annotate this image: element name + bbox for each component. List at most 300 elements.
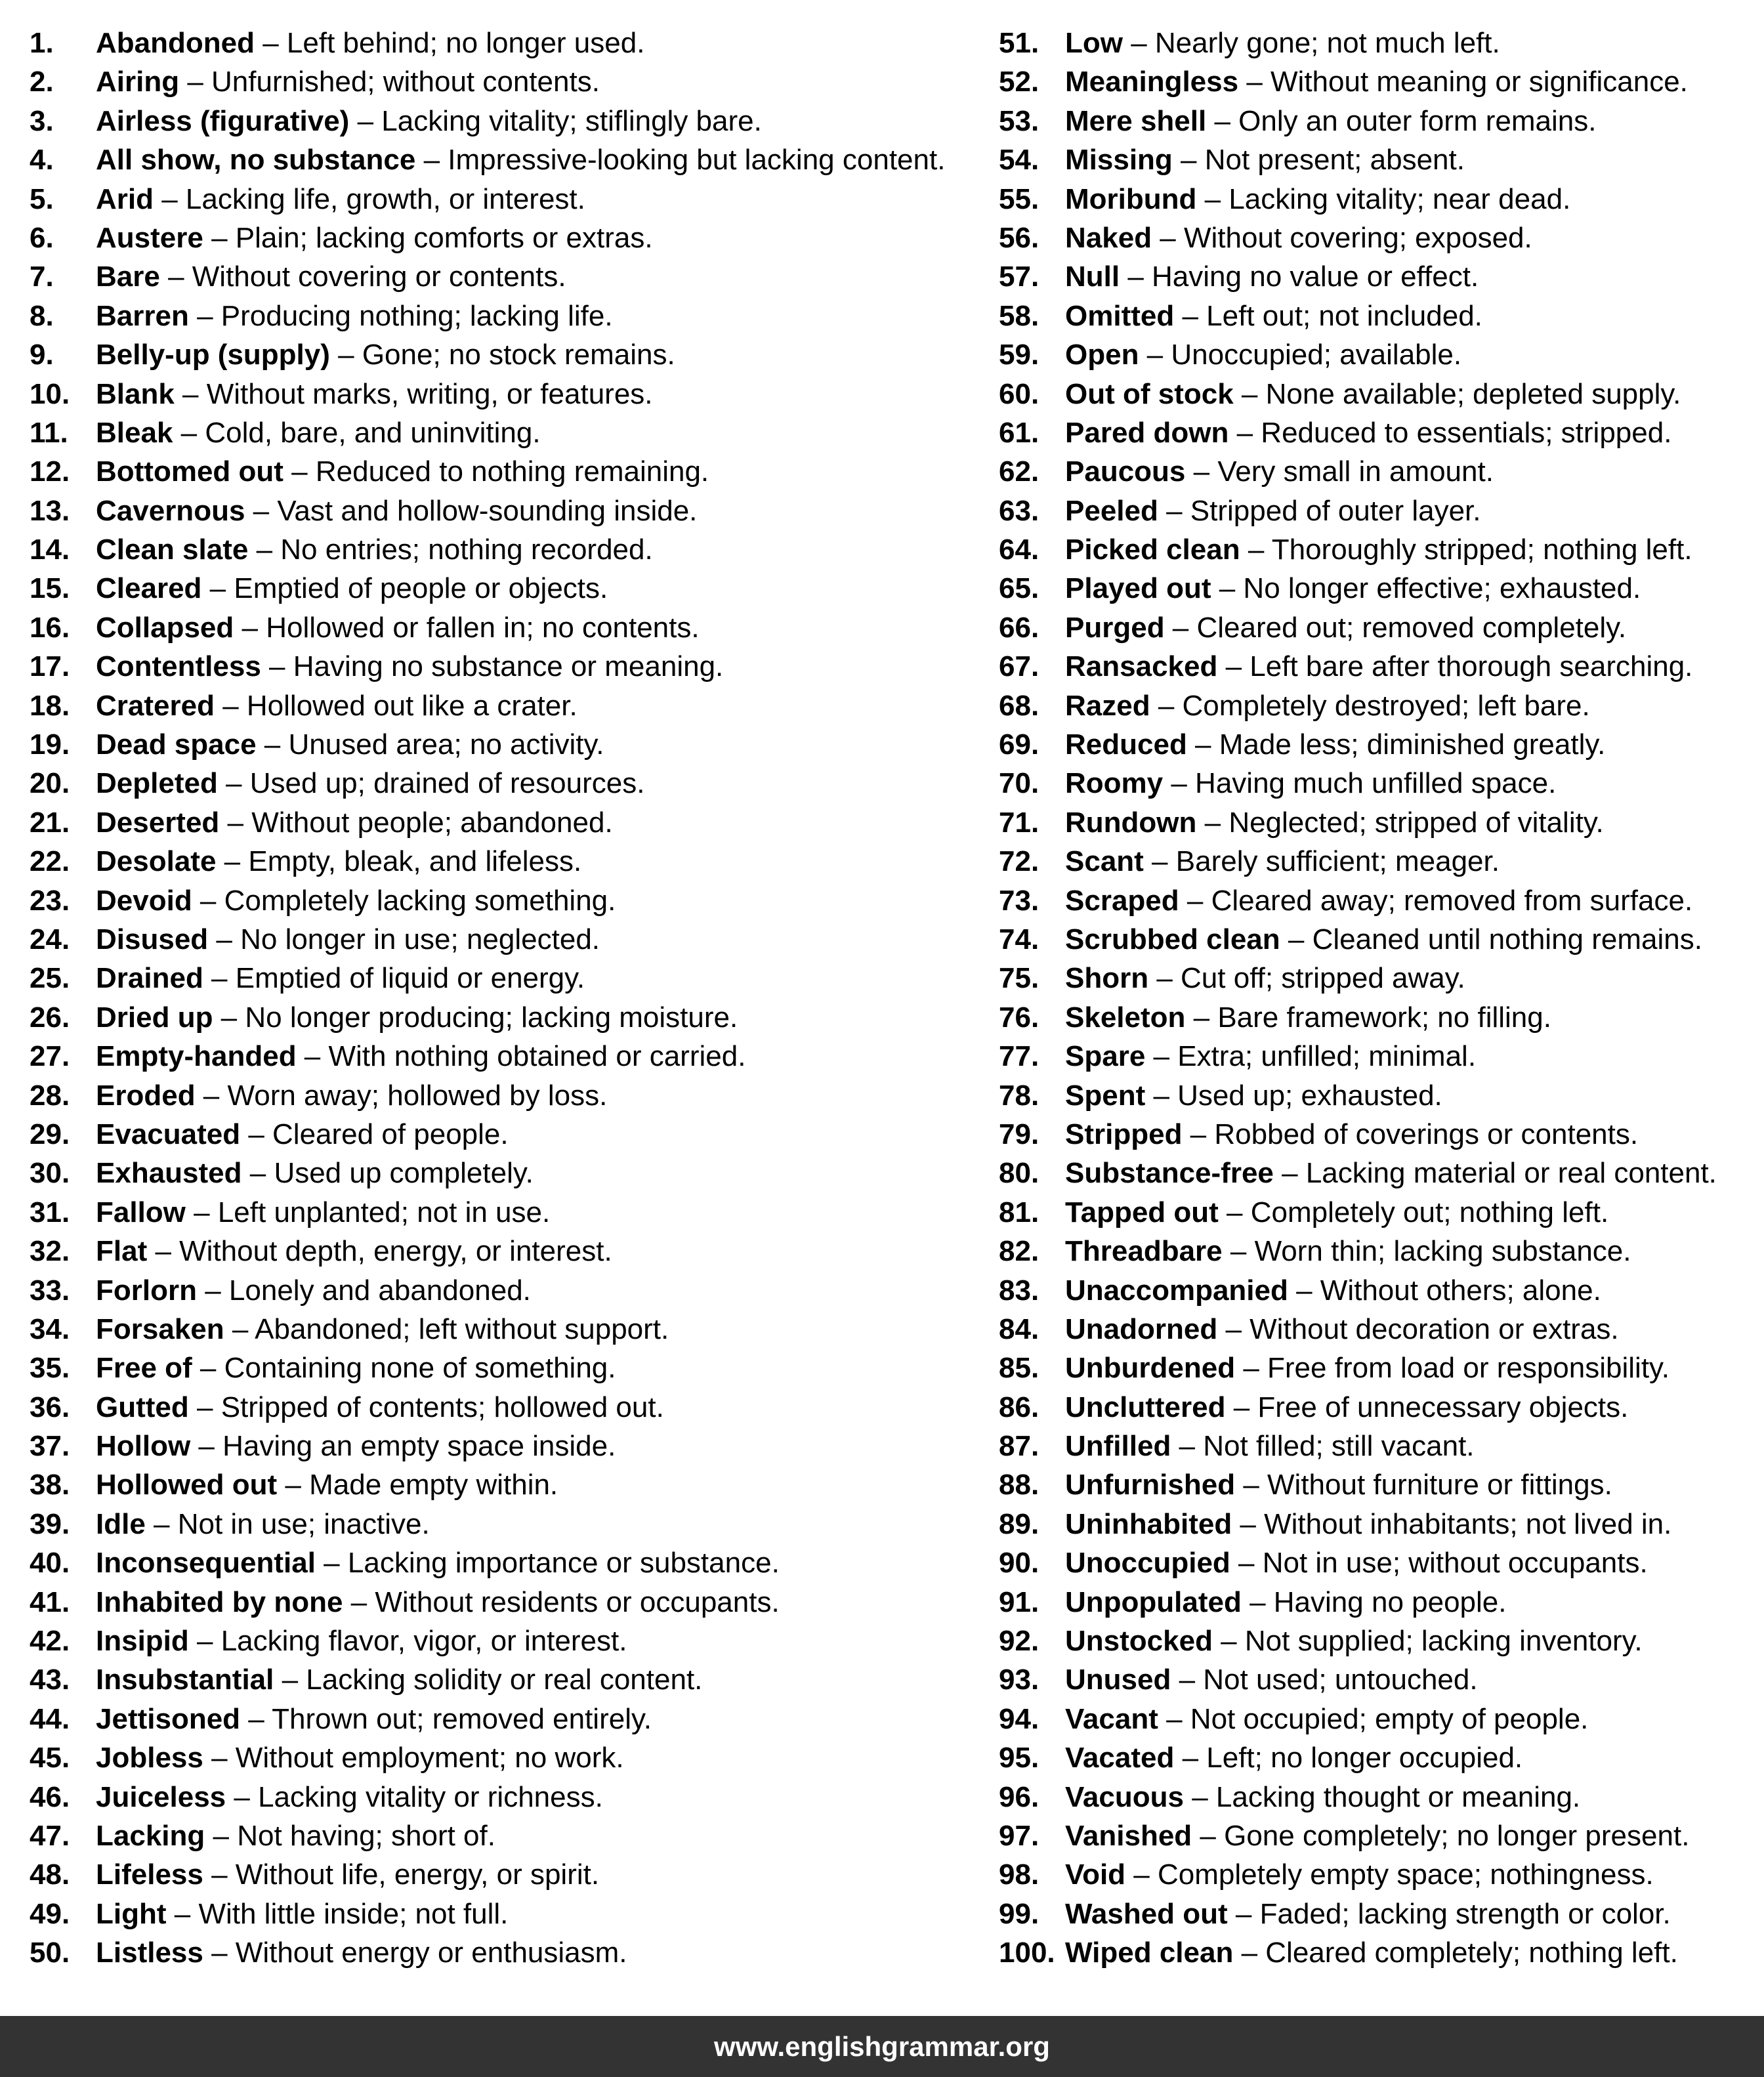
list-item (999, 803, 1754, 842)
item-number: 91. (999, 1585, 1040, 1618)
item-text (1065, 881, 1692, 920)
item-separator: – (179, 66, 212, 98)
item-term: Jobless (96, 1742, 203, 1774)
item-number: 55. (999, 182, 1040, 215)
item-definition: Used up; drained of resources. (249, 767, 645, 800)
item-separator: – (256, 728, 289, 761)
item-definition: Without employment; no work. (235, 1742, 624, 1774)
list-item (30, 1895, 984, 1933)
item-text (96, 647, 723, 686)
item-separator: – (1158, 1702, 1190, 1735)
item-number: 3. (30, 104, 54, 137)
item-term: Inhabited by none (96, 1585, 343, 1618)
item-text (1065, 413, 1671, 452)
item-definition: Gone; no stock remains. (362, 339, 675, 371)
item-number: 40. (30, 1547, 70, 1580)
list-item (999, 1193, 1754, 1232)
item-definition: Impressive-looking but lacking content. (448, 144, 946, 177)
list-item (30, 452, 984, 491)
item-separator: – (208, 923, 241, 955)
item-text (1065, 920, 1702, 959)
item-number: 1. (30, 27, 54, 59)
item-separator: – (196, 1274, 229, 1307)
item-separator: – (349, 104, 382, 137)
item-separator: – (174, 377, 207, 410)
item-separator: – (1143, 845, 1176, 878)
item-term: Lifeless (96, 1858, 203, 1891)
list-item (30, 1037, 984, 1076)
item-text (1065, 1115, 1638, 1154)
item-text (1065, 1738, 1522, 1777)
item-definition: None available; depleted supply. (1265, 377, 1681, 410)
item-number: 99. (999, 1897, 1040, 1930)
item-number: 76. (999, 1001, 1040, 1034)
list-item (999, 1738, 1754, 1777)
item-term: Picked clean (1065, 534, 1240, 566)
list-item (30, 959, 984, 997)
list-item (30, 219, 984, 257)
item-number: 15. (30, 572, 70, 605)
item-term: Unburdened (1065, 1352, 1236, 1385)
item-separator: – (242, 1157, 274, 1190)
item-term: Jettisoned (96, 1702, 241, 1735)
item-term: Cavernous (96, 494, 245, 527)
item-definition: Producing nothing; lacking life. (220, 299, 613, 332)
item-separator: – (1185, 1001, 1218, 1034)
list-item (30, 725, 984, 764)
list-item (999, 140, 1754, 179)
item-text (96, 1115, 509, 1154)
item-separator: – (1185, 455, 1218, 488)
item-text (1065, 1622, 1643, 1660)
item-text (96, 1505, 430, 1543)
item-text (1065, 1855, 1654, 1894)
item-separator: – (1171, 1664, 1204, 1696)
list-item (30, 686, 984, 725)
item-number: 93. (999, 1664, 1040, 1696)
list-item (999, 530, 1754, 569)
item-text (96, 492, 697, 530)
item-number: 46. (30, 1780, 70, 1813)
item-separator: – (1273, 1157, 1306, 1190)
item-text (1065, 686, 1590, 725)
item-definition: Robbed of coverings or contents. (1214, 1118, 1639, 1150)
item-term: Unstocked (1065, 1625, 1213, 1658)
item-term: Uninhabited (1065, 1507, 1232, 1540)
item-definition: Lacking vitality; stiflingly bare. (381, 104, 762, 137)
item-separator: – (1192, 1819, 1225, 1852)
item-separator: – (1230, 1547, 1263, 1580)
item-definition: Stripped of outer layer. (1190, 494, 1481, 527)
item-separator: – (1122, 27, 1155, 59)
list-item (30, 1154, 984, 1192)
list-item (999, 62, 1754, 101)
list-item (999, 1349, 1754, 1387)
item-number: 13. (30, 494, 70, 527)
item-separator: – (1238, 66, 1271, 98)
list-item (30, 1505, 984, 1543)
item-definition: Completely out; nothing left. (1250, 1196, 1609, 1228)
item-definition: Stripped of contents; hollowed out. (220, 1391, 664, 1423)
list-item (30, 492, 984, 530)
item-definition: Cut off; stripped away. (1181, 962, 1465, 995)
item-separator: – (214, 689, 247, 722)
item-number: 80. (999, 1157, 1040, 1190)
list-item (999, 24, 1754, 62)
item-text (1065, 257, 1479, 296)
item-term: Low (1065, 27, 1123, 59)
item-text (1065, 1465, 1612, 1504)
item-separator: – (1288, 1274, 1320, 1307)
item-number: 37. (30, 1430, 70, 1463)
item-number: 53. (999, 104, 1040, 137)
item-definition: Left behind; no longer used. (286, 27, 645, 59)
item-term: Flat (96, 1235, 148, 1268)
list-item (30, 297, 984, 335)
item-term: Pared down (1065, 416, 1229, 449)
item-definition: Used up; exhausted. (1177, 1079, 1442, 1112)
item-number: 68. (999, 689, 1040, 722)
item-term: Open (1065, 339, 1139, 371)
item-number: 79. (999, 1118, 1040, 1150)
list-item (30, 1349, 984, 1387)
item-definition: Having much unfilled space. (1195, 767, 1557, 800)
item-number: 57. (999, 261, 1040, 293)
item-number: 65. (999, 572, 1040, 605)
item-term: Barren (96, 299, 189, 332)
list-item (30, 920, 984, 959)
list-item (999, 1700, 1754, 1738)
item-term: Abandoned (96, 27, 255, 59)
list-item (999, 1232, 1754, 1270)
item-separator: – (240, 1118, 273, 1150)
list-item (999, 764, 1754, 803)
item-separator: – (192, 884, 224, 917)
item-term: Gutted (96, 1391, 189, 1423)
item-number: 5. (30, 182, 54, 215)
item-separator: – (226, 1780, 259, 1813)
item-term: Light (96, 1897, 167, 1930)
item-number: 96. (999, 1780, 1040, 1813)
item-number: 27. (30, 1040, 70, 1073)
item-definition: Unused area; no activity. (288, 728, 604, 761)
item-definition: Emptied of people or objects. (234, 572, 608, 605)
item-text (96, 24, 644, 62)
item-text (96, 257, 566, 296)
item-term: Unused (1065, 1664, 1171, 1696)
item-separator: – (261, 650, 293, 683)
item-number: 45. (30, 1742, 70, 1774)
item-definition: Free from load or responsibility. (1267, 1352, 1670, 1385)
item-separator: – (219, 806, 252, 839)
item-separator: – (1158, 494, 1190, 527)
list-item (30, 1193, 984, 1232)
item-separator: – (254, 27, 287, 59)
item-text (1065, 1232, 1631, 1270)
item-separator: – (205, 1819, 238, 1852)
item-separator: – (203, 962, 236, 995)
item-separator: – (296, 1040, 329, 1073)
item-definition: Lonely and abandoned. (228, 1274, 531, 1307)
item-term: Unoccupied (1065, 1547, 1230, 1580)
item-definition: Having no people. (1273, 1585, 1507, 1618)
item-separator: – (1163, 767, 1196, 800)
list-item (999, 492, 1754, 530)
footer-bar (0, 2016, 1764, 2077)
item-number: 77. (999, 1040, 1040, 1073)
item-separator: – (190, 1430, 223, 1463)
item-definition: Empty, bleak, and lifeless. (248, 845, 582, 878)
item-definition: Barely sufficient; meager. (1175, 845, 1500, 878)
item-separator: – (1233, 377, 1266, 410)
footer-url: www.englishgrammar.org (714, 2030, 1050, 2062)
item-text (1065, 1310, 1619, 1349)
item-number: 32. (30, 1235, 70, 1268)
item-text (96, 842, 581, 881)
list-item (30, 1738, 984, 1777)
item-definition: No longer producing; lacking moisture. (245, 1001, 738, 1034)
list-item (999, 375, 1754, 413)
item-separator: – (1227, 1897, 1260, 1930)
item-number: 85. (999, 1352, 1040, 1385)
item-definition: Without energy or enthusiasm. (235, 1937, 627, 1969)
item-definition: Without decoration or extras. (1250, 1312, 1619, 1345)
list-item (30, 375, 984, 413)
item-separator: – (1145, 1079, 1178, 1112)
item-text (1065, 803, 1604, 842)
item-number: 17. (30, 650, 70, 683)
list-item (999, 452, 1754, 491)
list-item (999, 998, 1754, 1037)
list-item (999, 297, 1754, 335)
item-text (1065, 140, 1465, 179)
item-text (96, 335, 675, 374)
item-definition: Containing none of something. (224, 1352, 616, 1385)
list-item (30, 1933, 984, 1972)
item-term: Peeled (1065, 494, 1158, 527)
item-number: 87. (999, 1430, 1040, 1463)
item-number: 86. (999, 1391, 1040, 1423)
item-definition: Left out; not included. (1206, 299, 1482, 332)
item-definition: Not present; absent. (1204, 144, 1465, 177)
item-number: 98. (999, 1858, 1040, 1891)
item-separator: – (1174, 1742, 1207, 1774)
item-separator: – (1150, 689, 1183, 722)
item-definition: Cleared completely; nothing left. (1265, 1937, 1678, 1969)
item-text (1065, 1505, 1671, 1543)
item-definition: Not in use; inactive. (177, 1507, 430, 1540)
item-text (96, 920, 600, 959)
item-separator: – (216, 845, 249, 878)
item-separator: – (1125, 1858, 1158, 1891)
item-term: Contentless (96, 650, 261, 683)
item-term: Deserted (96, 806, 220, 839)
item-number: 74. (999, 923, 1040, 955)
item-number: 42. (30, 1625, 70, 1658)
item-definition: Bare framework; no filling. (1217, 1001, 1551, 1034)
item-separator: – (1120, 261, 1152, 293)
item-number: 39. (30, 1507, 70, 1540)
item-separator: – (1212, 1625, 1245, 1658)
item-separator: – (1217, 650, 1250, 683)
item-separator: – (1196, 806, 1229, 839)
list-column-left (30, 24, 984, 1973)
item-term: Naked (1065, 221, 1152, 254)
item-text (1065, 725, 1605, 764)
item-term: Empty-handed (96, 1040, 297, 1073)
item-text (96, 1543, 780, 1582)
item-separator: – (213, 1001, 245, 1034)
item-term: Scant (1065, 845, 1144, 878)
item-separator: – (1172, 144, 1205, 177)
item-number: 59. (999, 339, 1040, 371)
item-text (96, 1855, 599, 1894)
item-number: 47. (30, 1819, 70, 1852)
item-term: Devoid (96, 884, 192, 917)
list-item (999, 1427, 1754, 1465)
item-separator: – (240, 1702, 272, 1735)
item-number: 72. (999, 845, 1040, 878)
item-separator: – (245, 494, 278, 527)
item-text (96, 803, 613, 842)
list-column-right (999, 24, 1754, 1973)
item-separator: – (185, 1196, 218, 1228)
item-text (96, 102, 762, 140)
item-definition: Without marks, writing, or features. (206, 377, 653, 410)
item-term: Unfurnished (1065, 1469, 1236, 1501)
list-item (999, 1933, 1754, 1972)
list-item (30, 1778, 984, 1816)
item-definition: Without furniture or fittings. (1267, 1469, 1612, 1501)
item-text (1065, 842, 1500, 881)
item-number: 19. (30, 728, 70, 761)
item-separator: – (166, 1897, 199, 1930)
item-term: Ransacked (1065, 650, 1218, 683)
list-item (30, 1388, 984, 1427)
item-definition: Cleaned until nothing remains. (1312, 923, 1702, 955)
list-item (30, 1622, 984, 1660)
list-item (30, 608, 984, 647)
list-item (30, 803, 984, 842)
item-term: Idle (96, 1507, 146, 1540)
item-term: Airless (figurative) (96, 104, 350, 137)
item-number: 7. (30, 261, 54, 293)
item-separator: – (1233, 1937, 1266, 1969)
item-text (96, 1895, 508, 1933)
item-term: Bleak (96, 416, 173, 449)
item-text (96, 1037, 746, 1076)
list-item (999, 608, 1754, 647)
item-number: 100. (999, 1937, 1055, 1969)
item-definition: Lacking thought or meaning. (1215, 1780, 1581, 1813)
item-number: 8. (30, 299, 54, 332)
list-item (30, 1115, 984, 1154)
item-definition: Without others; alone. (1320, 1274, 1601, 1307)
item-separator: – (1145, 1040, 1178, 1073)
item-term: Airing (96, 66, 180, 98)
item-definition: Completely empty space; nothingness. (1157, 1858, 1654, 1891)
item-separator: – (1139, 339, 1171, 371)
item-term: Hollowed out (96, 1469, 278, 1501)
list-item (30, 842, 984, 881)
list-item (30, 1816, 984, 1855)
item-number: 22. (30, 845, 70, 878)
item-number: 71. (999, 806, 1040, 839)
item-definition: Reduced to essentials; stripped. (1261, 416, 1672, 449)
item-separator: – (192, 1352, 224, 1385)
item-number: 18. (30, 689, 70, 722)
item-definition: Cleared out; removed completely. (1196, 611, 1627, 644)
list-item (30, 998, 984, 1037)
item-text (96, 1700, 652, 1738)
item-definition: Without covering or contents. (192, 261, 566, 293)
item-definition: Completely destroyed; left bare. (1182, 689, 1590, 722)
item-separator: – (343, 1585, 375, 1618)
item-separator: – (203, 1742, 236, 1774)
item-number: 82. (999, 1235, 1040, 1268)
item-text (1065, 608, 1626, 647)
item-text (1065, 375, 1681, 413)
item-definition: Lacking vitality; near dead. (1228, 182, 1571, 215)
item-separator: – (154, 182, 186, 215)
item-term: Blank (96, 377, 175, 410)
item-definition: Cleared of people. (272, 1118, 509, 1150)
item-separator: – (415, 144, 448, 177)
item-text (96, 959, 585, 997)
item-separator: – (173, 416, 205, 449)
item-term: Cleared (96, 572, 202, 605)
item-text (96, 1738, 624, 1777)
item-separator: – (1241, 1585, 1274, 1618)
list-item (30, 1700, 984, 1738)
item-term: Roomy (1065, 767, 1164, 800)
item-text (96, 1778, 603, 1816)
item-number: 92. (999, 1625, 1040, 1658)
item-definition: Faded; lacking strength or color. (1259, 1897, 1671, 1930)
item-definition: Without residents or occupants. (375, 1585, 780, 1618)
item-text (96, 1622, 627, 1660)
item-separator: – (224, 1312, 255, 1345)
item-separator: – (1183, 1780, 1216, 1813)
item-term: Collapsed (96, 611, 234, 644)
item-term: Lacking (96, 1819, 205, 1852)
item-definition: Reduced to nothing remaining. (315, 455, 709, 488)
list-item (999, 1543, 1754, 1582)
list-item (30, 1465, 984, 1504)
item-text (96, 1349, 616, 1387)
item-term: Eroded (96, 1079, 196, 1112)
item-definition: Thoroughly stripped; nothing left. (1271, 534, 1692, 566)
item-number: 30. (30, 1157, 70, 1190)
item-term: Washed out (1065, 1897, 1228, 1930)
item-term: Evacuated (96, 1118, 241, 1150)
list-item (999, 102, 1754, 140)
item-term: Exhausted (96, 1157, 242, 1190)
item-term: Omitted (1065, 299, 1175, 332)
list-item (999, 1037, 1754, 1076)
item-term: Meaningless (1065, 66, 1239, 98)
list-item (30, 102, 984, 140)
list-item (30, 1076, 984, 1115)
item-definition: Lacking material or real content. (1305, 1157, 1717, 1190)
item-number: 31. (30, 1196, 70, 1228)
item-definition: No entries; nothing recorded. (280, 534, 653, 566)
item-number: 44. (30, 1702, 70, 1735)
item-term: Depleted (96, 767, 218, 800)
item-number: 94. (999, 1702, 1040, 1735)
item-separator: – (1206, 104, 1239, 137)
list-item (999, 1388, 1754, 1427)
